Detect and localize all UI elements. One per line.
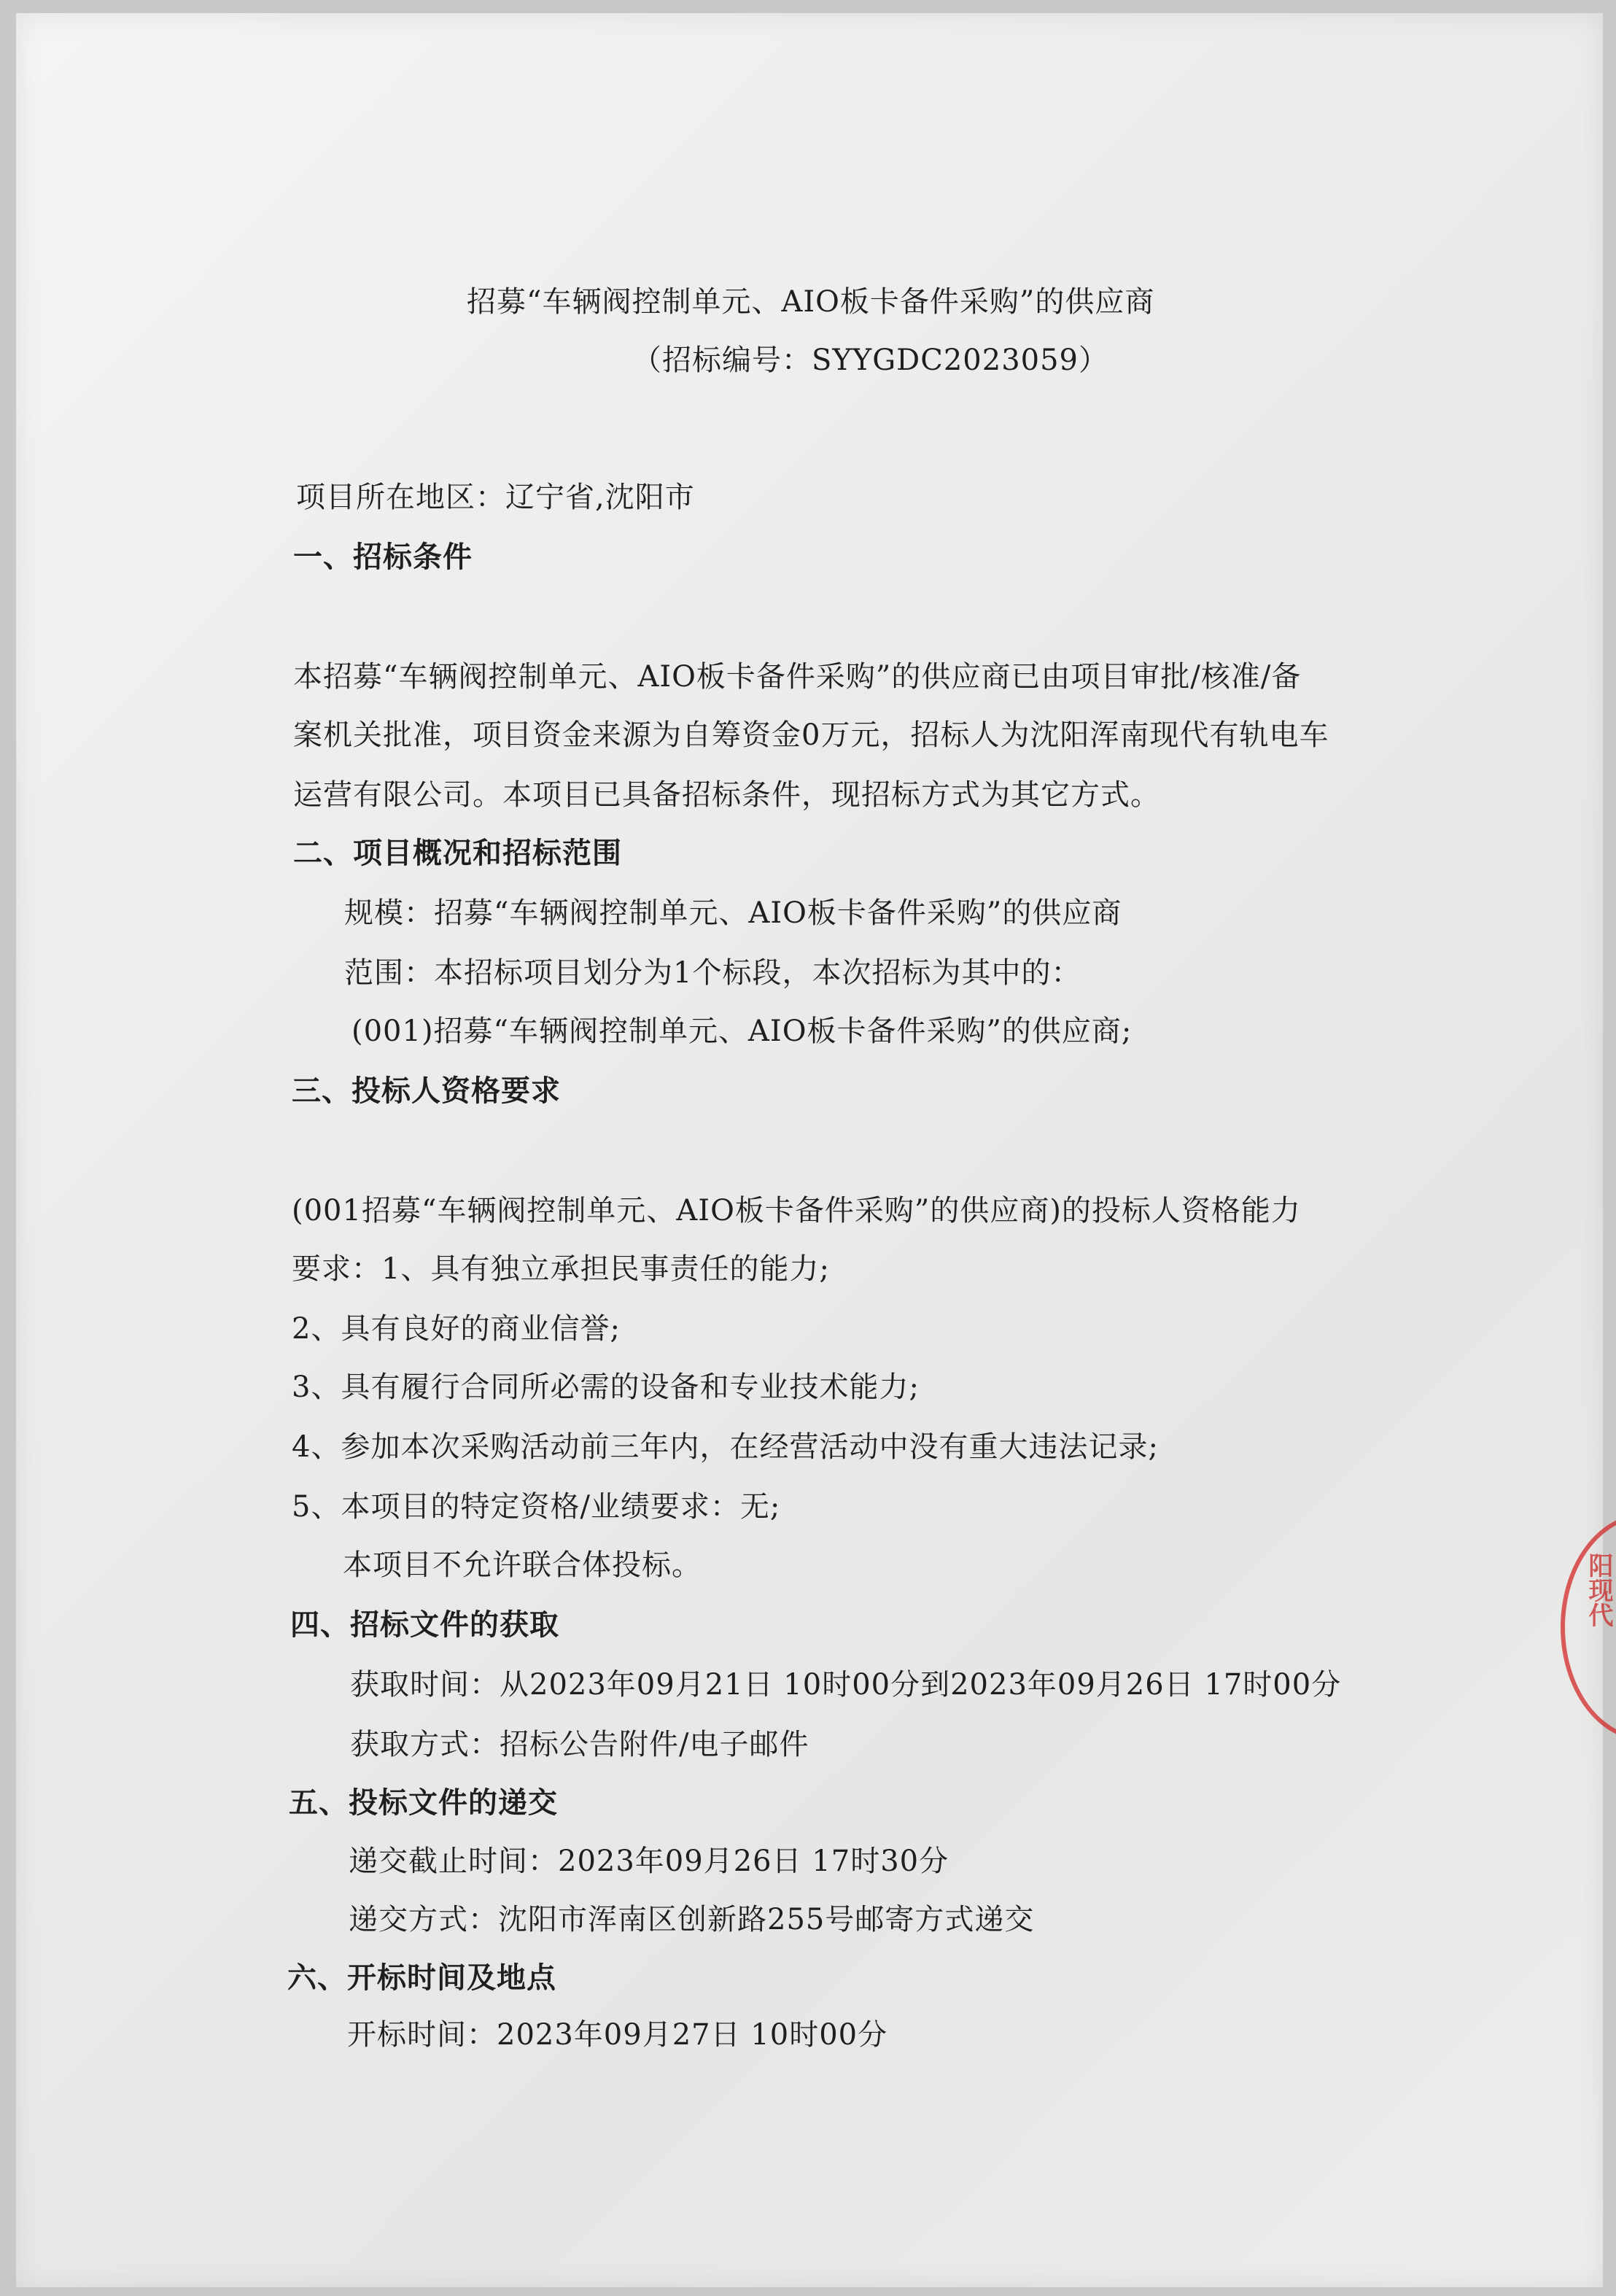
paragraph-line: 本项目不允许联合体投标。 [343,1548,702,1582]
paragraph-line: 获取时间：从2023年09月21日 10时00分到2023年09月26日 17时00分 [350,1668,1342,1702]
paragraph-line: 4、参加本次采购活动前三年内，在经营活动中没有重大违法记录; [292,1430,1159,1464]
document-page [16,13,1603,2287]
paragraph-line: (001招募“车辆阀控制单元、AIO板卡备件采购”的供应商)的投标人资格能力 [292,1194,1301,1227]
section-heading-1: 一、招标条件 [293,540,473,574]
paragraph-line: 3、具有履行合同所必需的设备和专业技术能力; [292,1370,920,1404]
paragraph-line: 要求：1、具有独立承担民事责任的能力; [292,1252,830,1286]
paragraph-line: 案机关批准，项目资金来源为自筹资金0万元，招标人为沈阳浑南现代有轨电车 [293,718,1329,752]
project-region: 项目所在地区：辽宁省,沈阳市 [296,481,695,514]
section-heading-4: 四、招标文件的获取 [290,1607,559,1642]
bid-number: （招标编号：SYYGDC2023059） [632,344,1108,377]
document-title: 招募“车辆阀控制单元、AIO板卡备件采购”的供应商 [467,285,1155,319]
paragraph-line: 递交方式：沈阳市浑南区创新路255号邮寄方式递交 [349,1903,1035,1936]
paragraph-line: 2、具有良好的商业信誉; [292,1312,621,1346]
paragraph-line: 开标时间：2023年09月27日 10时00分 [347,2018,888,2052]
paragraph-line: (001)招募“车辆阀控制单元、AIO板卡备件采购”的供应商; [351,1015,1133,1048]
paragraph-line: 5、本项目的特定资格/业绩要求：无; [292,1490,781,1524]
paragraph-line: 运营有限公司。本项目已具备招标条件，现招标方式为其它方式。 [293,778,1160,812]
paragraph-line: 递交截止时间：2023年09月26日 17时30分 [349,1845,949,1878]
section-heading-5: 五、投标文件的递交 [289,1785,558,1820]
paragraph-line: 规模：招募“车辆阀控制单元、AIO板卡备件采购”的供应商 [344,896,1122,930]
section-heading-6: 六、开标时间及地点 [287,1960,556,1995]
paragraph-line: 本招募“车辆阀控制单元、AIO板卡备件采购”的供应商已由项目审批/核准/备 [293,660,1302,694]
stamp-text: 阳现代 [1584,1553,1613,1627]
section-heading-2: 二、项目概况和招标范围 [293,836,622,870]
paragraph-line: 获取方式：招标公告附件/电子邮件 [350,1728,809,1761]
section-heading-3: 三、投标人资格要求 [292,1074,561,1108]
paragraph-line: 范围：本招标项目划分为1个标段，本次招标为其中的： [344,956,1081,990]
